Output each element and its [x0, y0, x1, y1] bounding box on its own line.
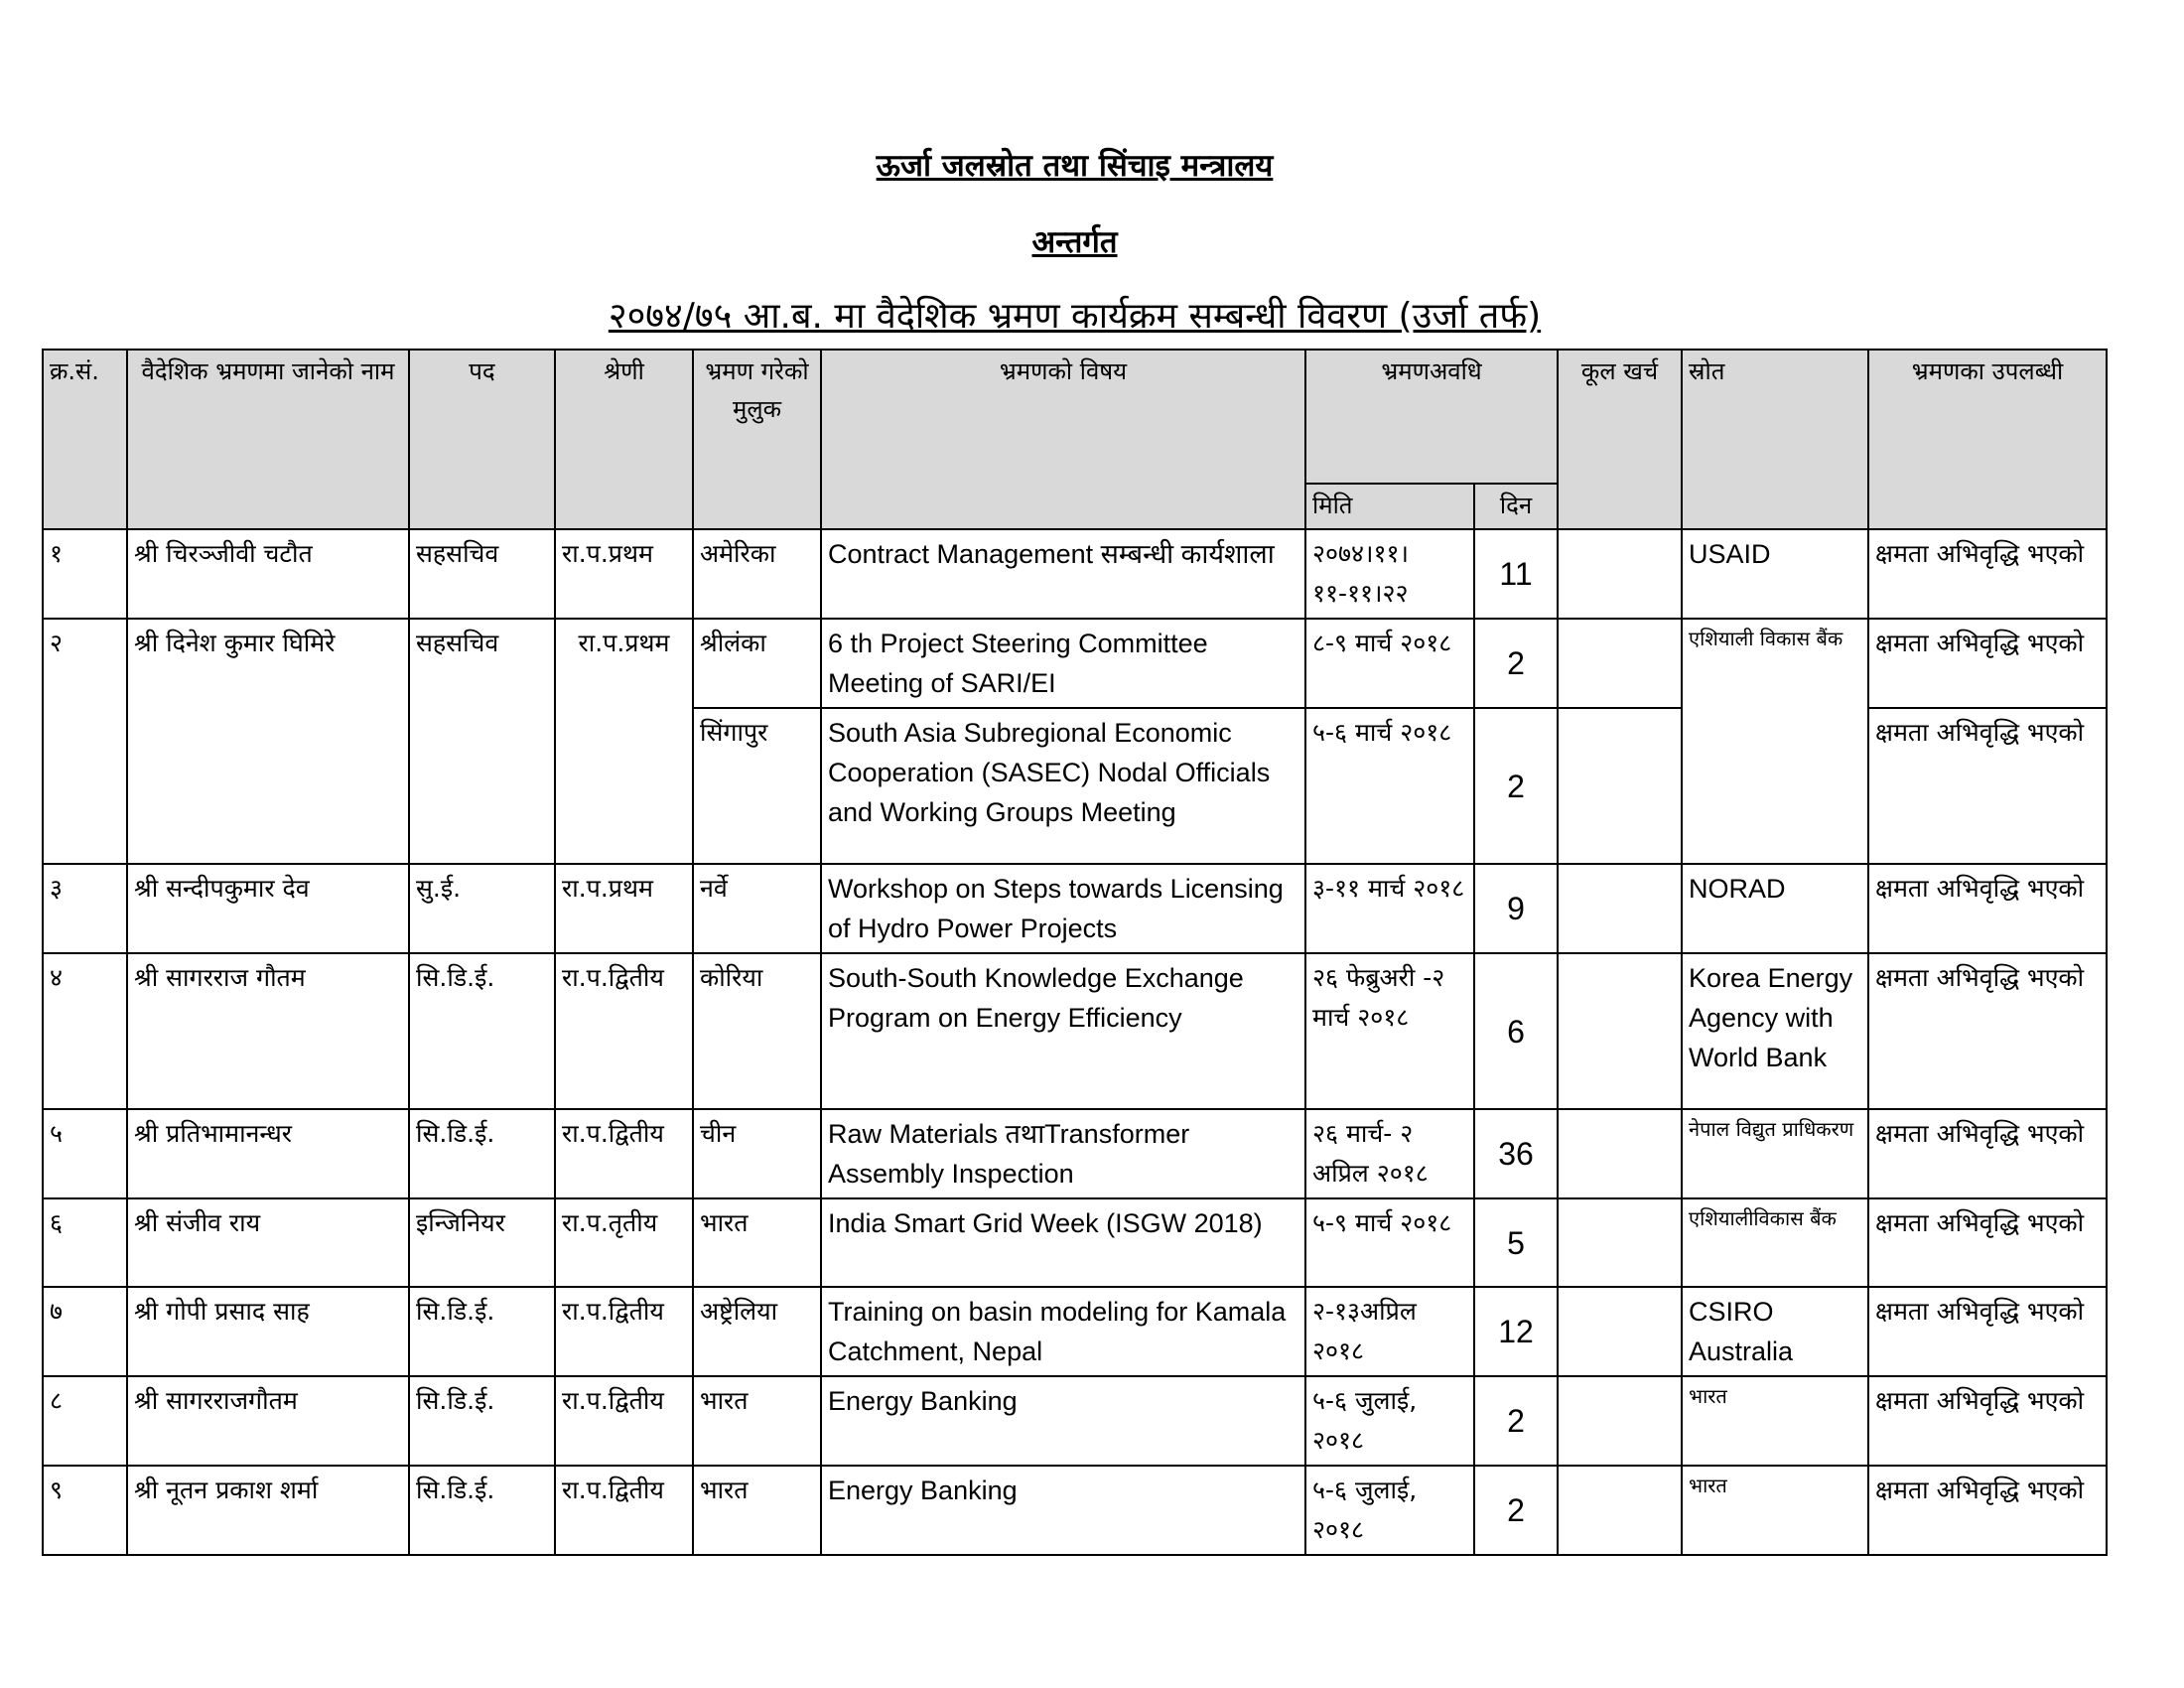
col-source: स्रोत [1682, 350, 1868, 529]
cell-achievement: क्षमता अभिवृद्धि भएको [1868, 953, 2107, 1109]
table-row [43, 953, 2107, 1109]
cell-sn: ४ [43, 953, 127, 1109]
cell-days: 2 [1474, 1376, 1558, 1466]
col-sn: क्र.सं. [43, 350, 127, 529]
table-row [43, 1287, 2107, 1376]
cell-cost [1558, 1466, 1682, 1555]
cell-class: रा.प.द्वितीय [555, 1109, 693, 1198]
cell-class: रा.प.द्वितीय [555, 1287, 693, 1376]
col-post: पद [409, 350, 555, 529]
cell-subject: India Smart Grid Week (ISGW 2018) [821, 1198, 1305, 1287]
cell-achievement: क्षमता अभिवृद्धि भएको [1868, 864, 2107, 953]
cell-subject: South-South Knowledge Exchange Program on Energy Efficiency [821, 953, 1305, 1109]
cell-days: 36 [1474, 1109, 1558, 1198]
cell-name: श्री सन्दीपकुमार देव [127, 864, 409, 953]
cell-achievement: क्षमता अभिवृद्धि भएको [1868, 619, 2107, 708]
cell-sn: ३ [43, 864, 127, 953]
cell-date: ५-६ मार्च २०१८ [1305, 708, 1474, 864]
cell-sn: ७ [43, 1287, 127, 1376]
cell-achievement: क्षमता अभिवृद्धि भएको [1868, 708, 2107, 864]
cell-days: 2 [1474, 619, 1558, 708]
cell-name: श्री नूतन प्रकाश शर्मा [127, 1466, 409, 1555]
cell-cost [1558, 619, 1682, 708]
cell-name: श्री सागरराजगौतम [127, 1376, 409, 1466]
cell-country: भारत [693, 1198, 821, 1287]
cell-class: रा.प.द्वितीय [555, 1466, 693, 1555]
cell-date: ८-९ मार्च २०१८ [1305, 619, 1474, 708]
cell-cost [1558, 1376, 1682, 1466]
cell-cost [1558, 1287, 1682, 1376]
table-row [43, 1109, 2107, 1198]
cell-cost [1558, 529, 1682, 619]
cell-sn: २ [43, 619, 127, 864]
cell-name: श्री दिनेश कुमार घिमिरे [127, 619, 409, 864]
cell-post: सि.डि.ई. [409, 1287, 555, 1376]
col-achievement: भ्रमणका उपलब्धी [1868, 350, 2107, 529]
cell-subject: 6 th Project Steering Committee Meeting of SARI/EI [821, 619, 1305, 708]
col-days: दिन [1474, 484, 1558, 529]
cell-country: चीन [693, 1109, 821, 1198]
cell-source: Korea Energy Agency with World Bank [1682, 953, 1868, 1109]
cell-country: अमेरिका [693, 529, 821, 619]
table-row [43, 619, 2107, 708]
cell-days: 11 [1474, 529, 1558, 619]
cell-class: रा.प.तृतीय [555, 1198, 693, 1287]
cell-cost [1558, 953, 1682, 1109]
cell-cost [1558, 1198, 1682, 1287]
cell-source: एशियालीविकास बैंक [1682, 1198, 1868, 1287]
table-row [43, 1198, 2107, 1287]
cell-days: 2 [1474, 1466, 1558, 1555]
table-row [43, 864, 2107, 953]
cell-post: सहसचिव [409, 619, 555, 864]
document-title: २०७४/७५ आ.ब. मा वैदेशिक भ्रमण कार्यक्रम सम्बन्धी विवरण (उर्जा तर्फ) [608, 296, 1542, 337]
cell-sn: ६ [43, 1198, 127, 1287]
cell-country: अष्ट्रेलिया [693, 1287, 821, 1376]
cell-date: ३-११ मार्च २०१८ [1305, 864, 1474, 953]
cell-source: एशियाली विकास बैंक [1682, 619, 1868, 864]
cell-achievement: क्षमता अभिवृद्धि भएको [1868, 529, 2107, 619]
cell-post: सु.ई. [409, 864, 555, 953]
cell-class: रा.प.प्रथम [555, 619, 693, 864]
cell-subject: Training on basin modeling for Kamala Catchment, Nepal [821, 1287, 1305, 1376]
cell-date: २-१३अप्रिल २०१८ [1305, 1287, 1474, 1376]
cell-sn: ९ [43, 1466, 127, 1555]
cell-achievement: क्षमता अभिवृद्धि भएको [1868, 1376, 2107, 1466]
cell-country: भारत [693, 1376, 821, 1466]
cell-cost [1558, 708, 1682, 864]
cell-subject: Workshop on Steps towards Licensing of Hydro Power Projects [821, 864, 1305, 953]
col-subject: भ्रमणको विषय [821, 350, 1305, 529]
cell-days: 9 [1474, 864, 1558, 953]
cell-achievement: क्षमता अभिवृद्धि भएको [1868, 1466, 2107, 1555]
cell-post: सहसचिव [409, 529, 555, 619]
col-class: श्रेणी [555, 350, 693, 529]
cell-class: रा.प.प्रथम [555, 529, 693, 619]
cell-name: श्री प्रतिभामानन्धर [127, 1109, 409, 1198]
cell-date: २०७४।११।११-११।२२ [1305, 529, 1474, 619]
cell-date: ५-६ जुलाई, २०१८ [1305, 1466, 1474, 1555]
cell-country: श्रीलंका [693, 619, 821, 708]
cell-source: USAID [1682, 529, 1868, 619]
table-row [43, 1466, 2107, 1555]
col-cost: कूल खर्च [1558, 350, 1682, 529]
cell-date: २६ फेब्रुअरी -२ मार्च २०१८ [1305, 953, 1474, 1109]
cell-achievement: क्षमता अभिवृद्धि भएको [1868, 1198, 2107, 1287]
cell-country: सिंगापुर [693, 708, 821, 864]
travel-table [42, 349, 2108, 1556]
col-name: वैदेशिक भ्रमणमा जानेको नाम [127, 350, 409, 529]
cell-source: भारत [1682, 1376, 1868, 1466]
cell-subject: South Asia Subregional Economic Cooperation (SASEC) Nodal Officials and Working Groups Meeting [821, 708, 1305, 864]
cell-post: सि.डि.ई. [409, 953, 555, 1109]
cell-source: CSIRO Australia [1682, 1287, 1868, 1376]
table-row [43, 529, 2107, 619]
cell-date: २६ मार्च- २ अप्रिल २०१८ [1305, 1109, 1474, 1198]
cell-name: श्री सागरराज गौतम [127, 953, 409, 1109]
sub-heading: अन्तर्गत [1031, 224, 1118, 260]
cell-country: भारत [693, 1466, 821, 1555]
cell-days: 2 [1474, 708, 1558, 864]
cell-post: सि.डि.ई. [409, 1466, 555, 1555]
cell-name: श्री गोपी प्रसाद साह [127, 1287, 409, 1376]
col-duration: भ्रमणअवधि [1305, 350, 1558, 484]
cell-date: ५-९ मार्च २०१८ [1305, 1198, 1474, 1287]
cell-sn: ५ [43, 1109, 127, 1198]
cell-country: कोरिया [693, 953, 821, 1109]
cell-class: रा.प.द्वितीय [555, 1376, 693, 1466]
cell-subject: Energy Banking [821, 1376, 1305, 1466]
cell-date: ५-६ जुलाई, २०१८ [1305, 1376, 1474, 1466]
cell-achievement: क्षमता अभिवृद्धि भएको [1868, 1109, 2107, 1198]
cell-source: भारत [1682, 1466, 1868, 1555]
cell-sn: ८ [43, 1376, 127, 1466]
cell-name: श्री चिरञ्जीवी चटौत [127, 529, 409, 619]
cell-post: इन्जिनियर [409, 1198, 555, 1287]
cell-country: नर्वे [693, 864, 821, 953]
cell-subject: Raw Materials तथाTransformer Assembly Inspection [821, 1109, 1305, 1198]
cell-subject: Energy Banking [821, 1466, 1305, 1555]
cell-sn: १ [43, 529, 127, 619]
cell-name: श्री संजीव राय [127, 1198, 409, 1287]
cell-days: 6 [1474, 953, 1558, 1109]
cell-source: नेपाल विद्युत प्राधिकरण [1682, 1109, 1868, 1198]
cell-class: रा.प.प्रथम [555, 864, 693, 953]
cell-post: सि.डि.ई. [409, 1109, 555, 1198]
cell-post: सि.डि.ई. [409, 1376, 555, 1466]
cell-days: 12 [1474, 1287, 1558, 1376]
cell-achievement: क्षमता अभिवृद्धि भएको [1868, 1287, 2107, 1376]
cell-subject: Contract Management सम्बन्धी कार्यशाला [821, 529, 1305, 619]
table-row [43, 1376, 2107, 1466]
col-date: मिति [1305, 484, 1474, 529]
cell-days: 5 [1474, 1198, 1558, 1287]
cell-cost [1558, 864, 1682, 953]
cell-cost [1558, 1109, 1682, 1198]
cell-source: NORAD [1682, 864, 1868, 953]
col-country: भ्रमण गरेको मुलुक [693, 350, 821, 529]
ministry-heading: ऊर्जा जलस्रोत तथा सिंचाइ मन्त्रालय [876, 148, 1274, 184]
header-row [43, 350, 2107, 484]
cell-class: रा.प.द्वितीय [555, 953, 693, 1109]
